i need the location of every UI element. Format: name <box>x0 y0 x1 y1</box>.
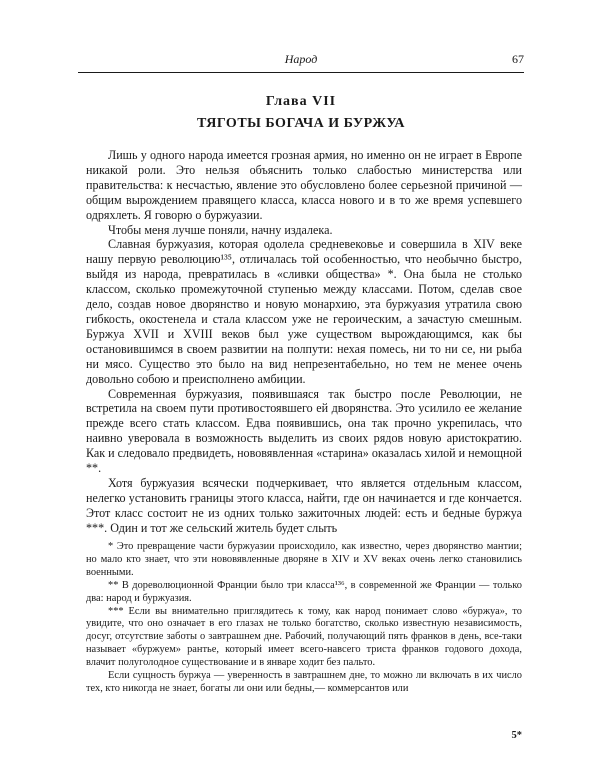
page-number: 67 <box>512 52 524 66</box>
footnote: Если сущность буржуа — уверенность в завтрашнем дне, то можно ли включать в их число тех, кто никогда не знает, богаты ли они или бедны,— коммерсантов или <box>86 670 522 694</box>
signature-mark: 5* <box>511 730 522 741</box>
paragraph: Современная буржуазия, появившаяся так быстро после Революции, не встретила на своем пути противостоявшего ей дворянства. Это усилило ее желание прежде всего стать классом. Едва появившись, она так прочно укрепилась, что наивно уверовала в возможность выделить из своих рядов новую аристократию. Как и следовало предвидеть, нововявленная «старина» оказалась хилой и немощной **. <box>86 386 522 476</box>
chapter-label: Глава VII <box>265 94 337 109</box>
footnote: * Это превращение части буржуазии происходило, как известно, через дворянство мантии; но мало кто знает, что эти нововявленные дворяне в XIV и XV веках очень легко становились военными. <box>86 541 522 578</box>
paragraph: Лишь у одного народа имеется грозная армия, но именно он не играет в Европе никакой роли. Это нельзя объяснить только слабостью министерства или правительства: к несчастью, явление это обусловлено более серьезной причиной — общим вырождением правящего класса, класса нового и в то же время успевшего одряхлеть. Я говорю о буржуазии. <box>86 148 522 222</box>
chapter-title: ТЯГОТЫ БОГАЧА И БУРЖУА <box>196 116 406 131</box>
running-head <box>78 52 524 70</box>
header-rule <box>78 72 524 73</box>
footnote: ** В дореволюционной Франции было три класса¹³⁶, в современной же Франции — только два: народ и буржуазия. <box>86 579 522 604</box>
footnote: *** Если вы внимательно приглядитесь к тому, как народ понимает слово «буржуа», то увидите, что оно означает в его глазах не только богатство, сколько известную независимость, досуг, отсутствие заботы о завтрашнем дне. Рабочий, получающий пять франков в день, все-таки называет «буржуем» рантье, который имеет всего-навсего триста франков годового дохода, влачит полуголодное существование и в январе ходит без пальто. <box>86 605 522 669</box>
main-text <box>86 148 522 536</box>
running-title: Народ <box>284 52 318 66</box>
footnotes <box>86 541 522 696</box>
paragraph: Чтобы меня лучше поняли, начну издалека. <box>108 222 333 237</box>
paragraph: Славная буржуазия, которая одолела средневековье и совершила в XIV веке нашу первую революцию¹³⁵, отличалась той особенностью, что необычно быстро, выйдя из народа, превратилась в «сливки общества» *. Она была не столько классом, сколько промежуточной ступенью между классами. Потом, сделав свое дело, создав новое дворянство и новую монархию, эта буржуазия утратила свою гибкость, окостенела и стала классом уже не героическим, а зачастую смешным. Буржуа XVII и XVIII веков был уже существом вырождающимся, как бы остановившимся в своем развитии на полпути: нехая помесь, ни то ни се, ни рыба ни мясо. Существо это было на вид непрезентабельно, но тем не менее очень довольно собою и преисполнено амбиции. <box>86 237 522 386</box>
paragraph: Хотя буржуазия всячески подчеркивает, что является отдельным классом, нелегко установить границы этого класса, найти, где он начинается и где кончается. Этот класс состоит не из одних только зажиточных людей: есть и бедные буржуа ***. Один и тот же сельский житель будет слыть <box>86 475 522 535</box>
